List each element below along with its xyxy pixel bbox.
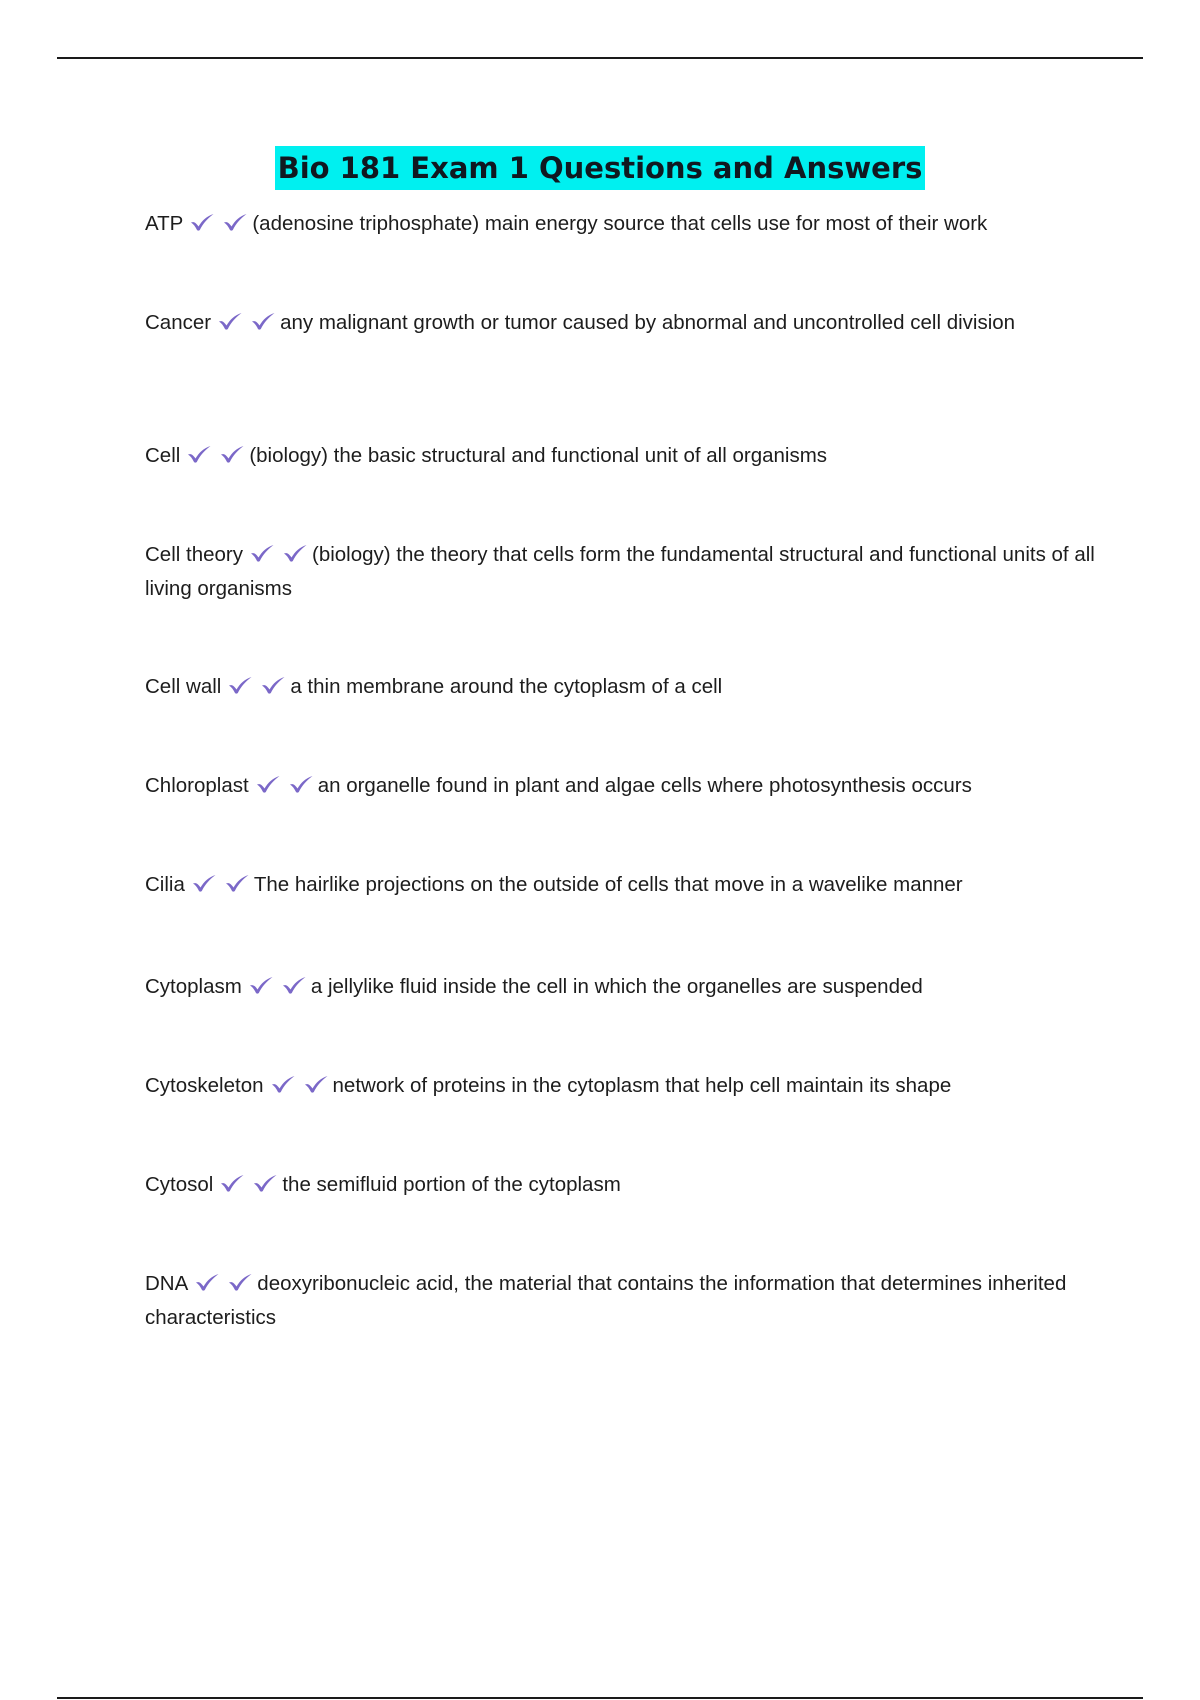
checkmark-icon — [248, 975, 274, 995]
check-pair — [191, 871, 252, 903]
checkmark-icon — [191, 873, 217, 893]
qa-entry-cell-wall — [145, 671, 1095, 705]
entry-definition: the semifluid portion of the cytoplasm — [282, 1173, 621, 1196]
entry-definition: (adenosine triphosphate) main energy source that cells use for most of their work — [252, 212, 988, 235]
entry-term: Cancer — [145, 311, 212, 334]
entry-definition: an organelle found in plant and algae cells where photosynthesis occurs — [317, 774, 972, 797]
qa-entry-cytosol — [145, 1169, 1095, 1203]
checkmark-icon — [270, 1074, 296, 1094]
checkmark-icon — [260, 675, 286, 695]
checkmark-icon — [222, 212, 248, 232]
checkmark-icon — [250, 311, 276, 331]
checkmark-icon — [288, 774, 314, 794]
checkmark-icon — [217, 311, 243, 331]
check-pair — [219, 1171, 280, 1203]
entry-term: Cilia — [145, 873, 185, 896]
entry-definition: (biology) the theory that cells form the fundamental structural and functional units of all living organisms — [145, 543, 1095, 600]
checkmark-icon — [252, 1173, 278, 1193]
check-pair — [189, 210, 250, 242]
qa-entry-atp — [145, 208, 1095, 242]
entry-term: Cell — [145, 444, 181, 467]
entry-term: Cell theory — [145, 543, 243, 566]
check-pair — [194, 1270, 255, 1302]
checkmark-icon — [227, 1272, 253, 1292]
entry-term: Cytosol — [145, 1173, 214, 1196]
bottom-rule — [57, 1697, 1143, 1699]
entry-term: ATP — [145, 212, 184, 235]
entry-definition: a jellylike fluid inside the cell in which the organelles are suspended — [310, 975, 923, 998]
check-pair — [227, 673, 288, 705]
checkmark-icon — [249, 543, 275, 563]
checkmark-icon — [255, 774, 281, 794]
entry-term: Chloroplast — [145, 774, 249, 797]
checkmark-icon — [224, 873, 250, 893]
checkmark-icon — [219, 444, 245, 464]
entry-definition: deoxyribonucleic acid, the material that contains the information that determines inherited characteristics — [145, 1272, 1067, 1329]
check-pair — [255, 772, 316, 804]
checkmark-icon — [227, 675, 253, 695]
checkmark-icon — [281, 975, 307, 995]
page-title: Bio 181 Exam 1 Questions and Answers — [275, 146, 926, 190]
entry-term: DNA — [145, 1272, 189, 1295]
title-wrapper — [0, 146, 1200, 190]
check-pair — [248, 973, 309, 1005]
qa-entry-cell — [145, 440, 1095, 474]
check-pair — [186, 442, 247, 474]
check-pair — [270, 1072, 331, 1104]
qa-entry-dna — [145, 1268, 1095, 1334]
checkmark-icon — [303, 1074, 329, 1094]
entry-definition: network of proteins in the cytoplasm that help cell maintain its shape — [332, 1074, 952, 1097]
checkmark-icon — [189, 212, 215, 232]
entry-definition: a thin membrane around the cytoplasm of a cell — [290, 675, 723, 698]
qa-entry-cilia — [145, 869, 1095, 903]
entry-definition: The hairlike projections on the outside of cells that move in a wavelike manner — [253, 873, 963, 896]
top-rule — [57, 57, 1143, 59]
qa-entry-cytoplasm — [145, 971, 1095, 1005]
checkmark-icon — [186, 444, 212, 464]
entry-term: Cytoplasm — [145, 975, 242, 998]
check-pair — [217, 309, 278, 341]
entry-definition: (biology) the basic structural and functional unit of all organisms — [249, 444, 828, 467]
checkmark-icon — [282, 543, 308, 563]
qa-entry-cancer — [145, 307, 1095, 341]
entry-term: Cytoskeleton — [145, 1074, 264, 1097]
qa-entry-cytoskeleton — [145, 1070, 1095, 1104]
check-pair — [249, 541, 310, 573]
checkmark-icon — [219, 1173, 245, 1193]
checkmark-icon — [194, 1272, 220, 1292]
qa-entry-cell-theory — [145, 539, 1095, 605]
entry-term: Cell wall — [145, 675, 222, 698]
qa-entry-chloroplast — [145, 770, 1095, 804]
entry-definition: any malignant growth or tumor caused by abnormal and uncontrolled cell division — [280, 311, 1016, 334]
